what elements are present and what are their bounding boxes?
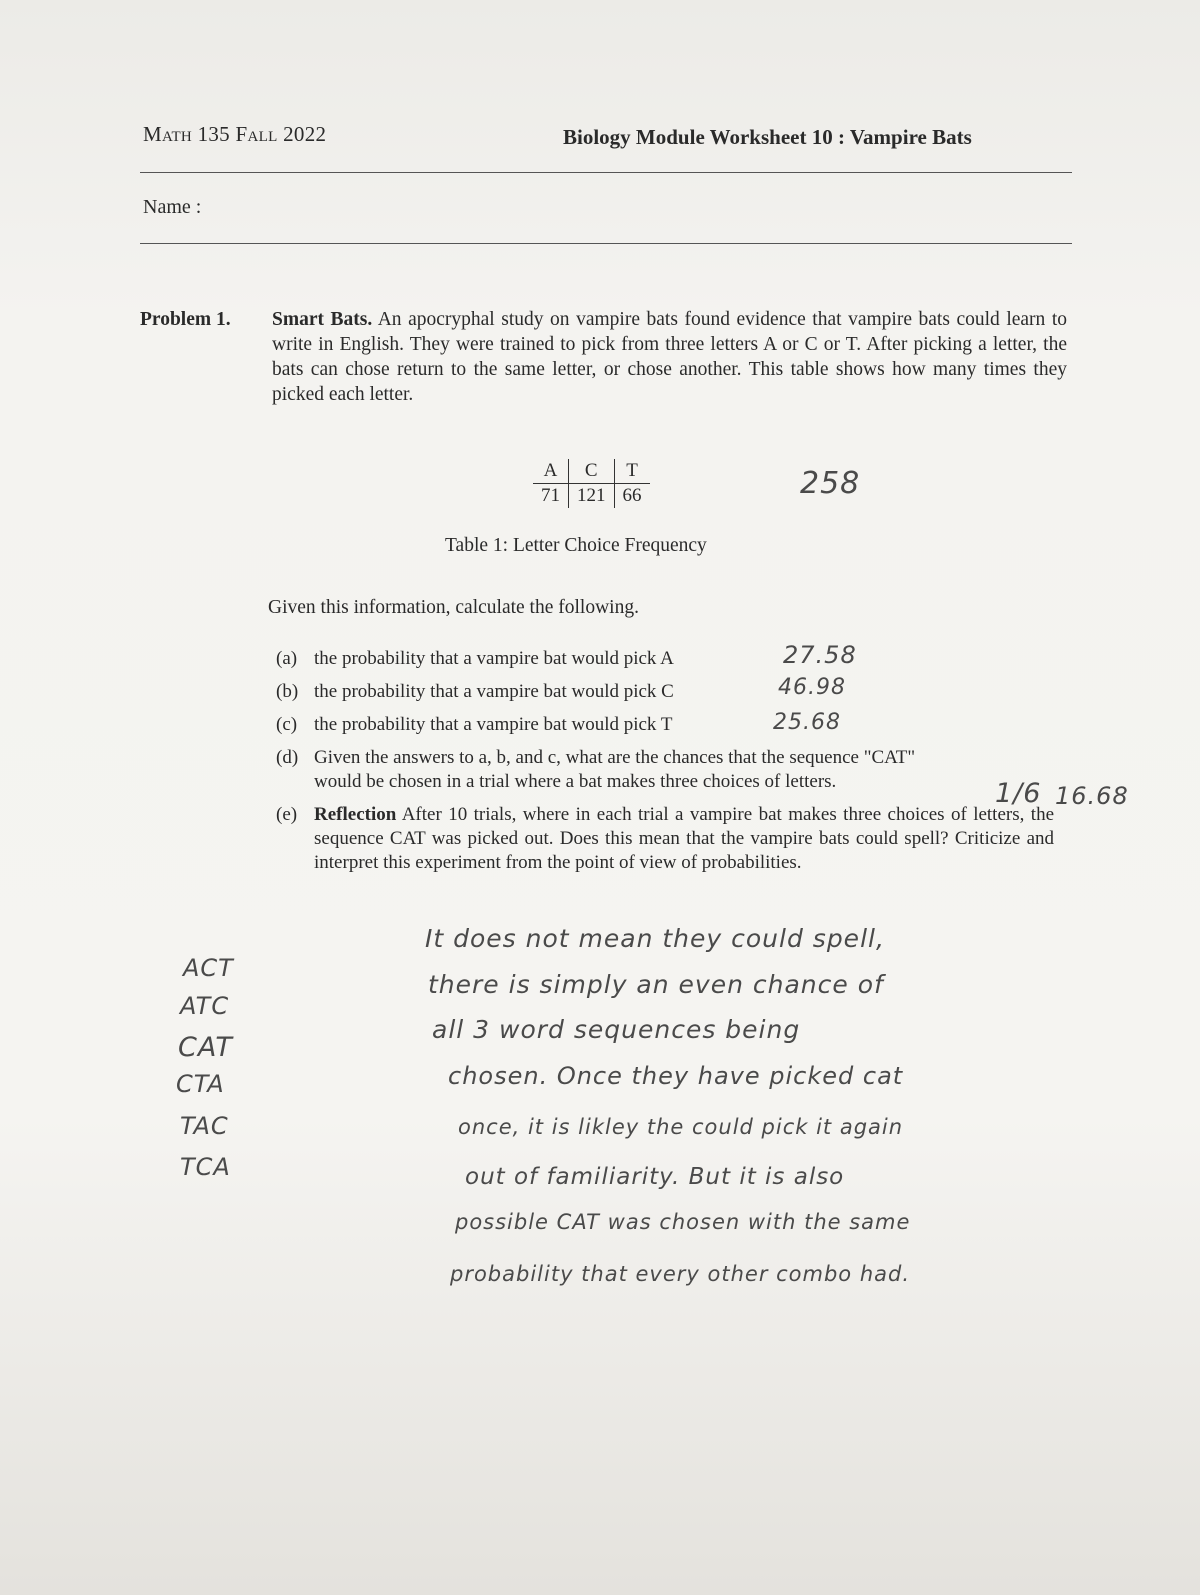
part-label: (e) [276, 804, 298, 825]
part-text: the probability that a vampire bat would pick C [314, 681, 674, 702]
header-rule [140, 172, 1072, 173]
handwritten-answer-line: It does not mean they could spell, [425, 924, 885, 953]
handwritten-answer-d-fraction: 1/6 [995, 778, 1042, 809]
table-header-a: A [533, 459, 569, 484]
handwritten-answer-line: possible CAT was chosen with the same [455, 1210, 911, 1234]
table-header-t: T [614, 459, 650, 484]
handwritten-answer-line: out of familiarity. But it is also [465, 1164, 845, 1190]
part-c [276, 713, 1066, 737]
problem-title: Smart Bats. [272, 309, 373, 330]
part-e [276, 803, 1066, 875]
problem-number: Problem 1. [140, 309, 231, 330]
handwritten-total: 258 [800, 466, 861, 501]
handwritten-sequence: ATC [180, 992, 230, 1020]
handwritten-answer-line: once, it is likley the could pick it again [458, 1115, 904, 1139]
part-label: (d) [276, 747, 299, 768]
frequency-table [533, 459, 650, 508]
part-a [276, 647, 1066, 671]
name-rule [140, 243, 1072, 244]
part-text: the probability that a vampire bat would pick T [314, 714, 673, 735]
handwritten-answer-line: chosen. Once they have picked cat [448, 1062, 904, 1090]
part-d [276, 746, 1066, 794]
table-header-c: C [569, 459, 615, 484]
part-label: (a) [276, 648, 298, 669]
question-parts [276, 647, 1066, 884]
table-value-a: 71 [533, 484, 569, 509]
table-caption: Table 1: Letter Choice Frequency [445, 535, 707, 556]
handwritten-answer-c: 25.68 [773, 710, 841, 735]
handwritten-answer-line: probability that every other combo had. [450, 1262, 911, 1286]
handwritten-sequence: ACT [183, 954, 234, 982]
table-value-row [533, 484, 650, 509]
handwritten-answer-d-percent: 16.68 [1055, 782, 1129, 810]
handwritten-answer-line: there is simply an even chance of [428, 970, 884, 999]
name-label: Name : [143, 196, 202, 218]
table-value-c: 121 [569, 484, 615, 509]
part-text: the probability that a vampire bat would pick A [314, 648, 674, 669]
handwritten-answer-b: 46.98 [778, 675, 846, 700]
handwritten-sequence: TCA [180, 1153, 231, 1181]
handwritten-answer-a: 27.58 [783, 641, 857, 669]
part-text: Given the answers to a, b, and c, what are the chances that the sequence "CAT" would be chosen in a trial where a bat makes three choices of letters. [314, 747, 916, 792]
part-b [276, 680, 1066, 704]
part-text: After 10 trials, where in each trial a vampire bat makes three choices of letters, the sequence CAT was picked out. Does this mean that the vampire bats could spell? Criticize and interpret this experiment from the point of view of probabilities. [314, 804, 1054, 873]
table-header-row [533, 459, 650, 484]
part-bold-lead: Reflection [314, 804, 397, 825]
part-label: (b) [276, 681, 299, 702]
handwritten-sequence: CAT [178, 1032, 233, 1063]
worksheet-title: Biology Module Worksheet 10 : Vampire Bats [563, 125, 972, 149]
course-header: Math 135 Fall 2022 [143, 122, 327, 146]
problem-1 [140, 307, 1080, 405]
handwritten-answer-line: all 3 word sequences being [432, 1015, 801, 1044]
part-label: (c) [276, 714, 298, 735]
handwritten-sequence: TAC [180, 1112, 229, 1140]
problem-text: An apocryphal study on vampire bats found evidence that vampire bats could learn to write in English. They were trained to pick from three letters A or C or T. After picking a letter, the bats can chose return to the same letter, or chose another. This table shows how many times they picked each letter. [272, 309, 1067, 405]
table-value-t: 66 [622, 485, 642, 506]
problem-statement [272, 307, 1067, 407]
given-instruction: Given this information, calculate the following. [268, 597, 639, 618]
handwritten-sequence: CTA [176, 1070, 225, 1098]
